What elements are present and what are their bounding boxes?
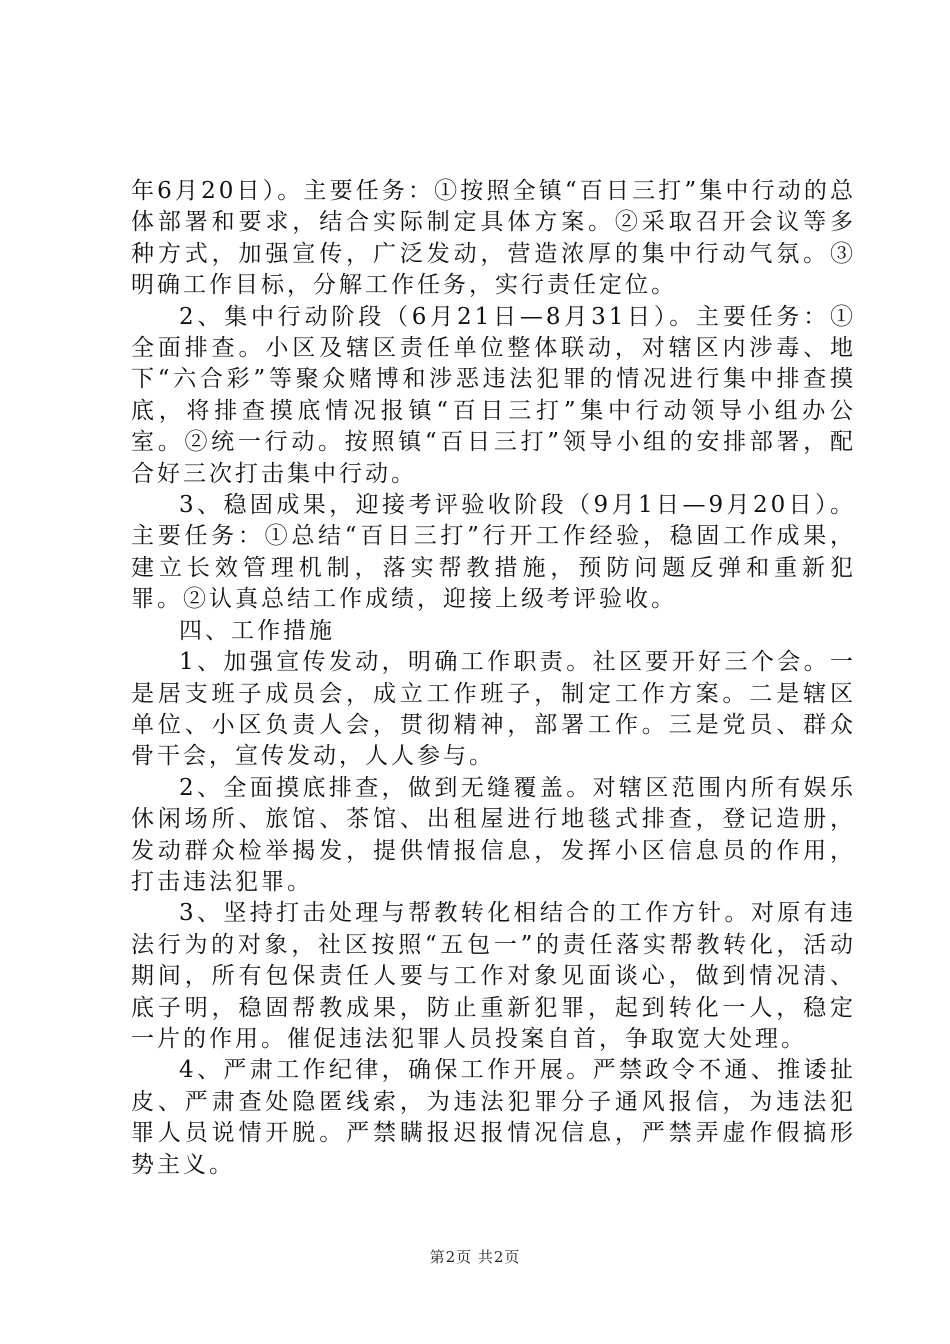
page-number-footer: 第2页 共2页 (429, 1248, 521, 1266)
paragraph-measure-1: 1、加强宣传发动，明确工作职责。社区要开好三个会。一是居支班子成员会，成立工作班子，制定工作方案。二是辖区单位、小区负责人会，贯彻精神，部署工作。三是党员、群众骨干会，宣传发动，人人参与。 (131, 649, 856, 770)
paragraph-continuation: 年6月20日）。主要任务：①按照全镇“百日三打”集中行动的总体部署和要求，结合实际制定具体方案。②采取召开会议等多种方式，加强宣传，广泛发动，营造浓厚的集中行动气氛。③明确工作目标，分解工作任务，实行责任定位。 (131, 178, 856, 299)
paragraph-stage-2: 2、集中行动阶段（6月21日—8月31日）。主要任务：①全面排查。小区及辖区责任单位整体联动，对辖区内涉毒、地下“六合彩”等聚众赌博和涉恶违法犯罪的情况进行集中排查摸底，将排查摸底情况报镇“百日三打”集中行动领导小组办公室。②统一行动。按照镇“百日三打”领导小组的安排部署，配合好三次打击集中行动。 (131, 303, 856, 487)
paragraph-stage-3: 3、稳固成果，迎接考评验收阶段（9月1日—9月20日）。主要任务：①总结“百日三打”行开工作经验，稳固工作成果，建立长效管理机制，落实帮教措施，预防问题反弹和重新犯罪。②认真总结工作成绩，迎接上级考评验收。 (131, 492, 856, 613)
document-body (131, 176, 856, 1181)
paragraph-measure-3: 3、坚持打击处理与帮教转化相结合的工作方针。对原有违法行为的对象，社区按照“五包一”的责任落实帮教转化，活动期间，所有包保责任人要与工作对象见面谈心，做到情况清、底子明，稳固帮教成果，防止重新犯罪，起到转化一人，稳定一片的作用。催促违法犯罪人员投案自首，争取宽大处理。 (131, 900, 856, 1052)
section-heading-measures: 四、工作措施 (179, 617, 335, 644)
paragraph-measure-4: 4、严肃工作纪律，确保工作开展。严禁政令不通、推诿扯皮、严肃查处隐匿线索，为违法犯罪分子通风报信，为违法犯罪人员说情开脱。严禁瞒报迟报情况信息，严禁弄虚作假搞形势主义。 (131, 1057, 856, 1178)
paragraph-measure-2: 2、全面摸底排查，做到无缝覆盖。对辖区范围内所有娱乐休闲场所、旅馆、茶馆、出租屋进行地毯式排查，登记造册，发动群众检举揭发，提供情报信息，发挥小区信息员的作用，打击违法犯罪。 (131, 774, 856, 895)
